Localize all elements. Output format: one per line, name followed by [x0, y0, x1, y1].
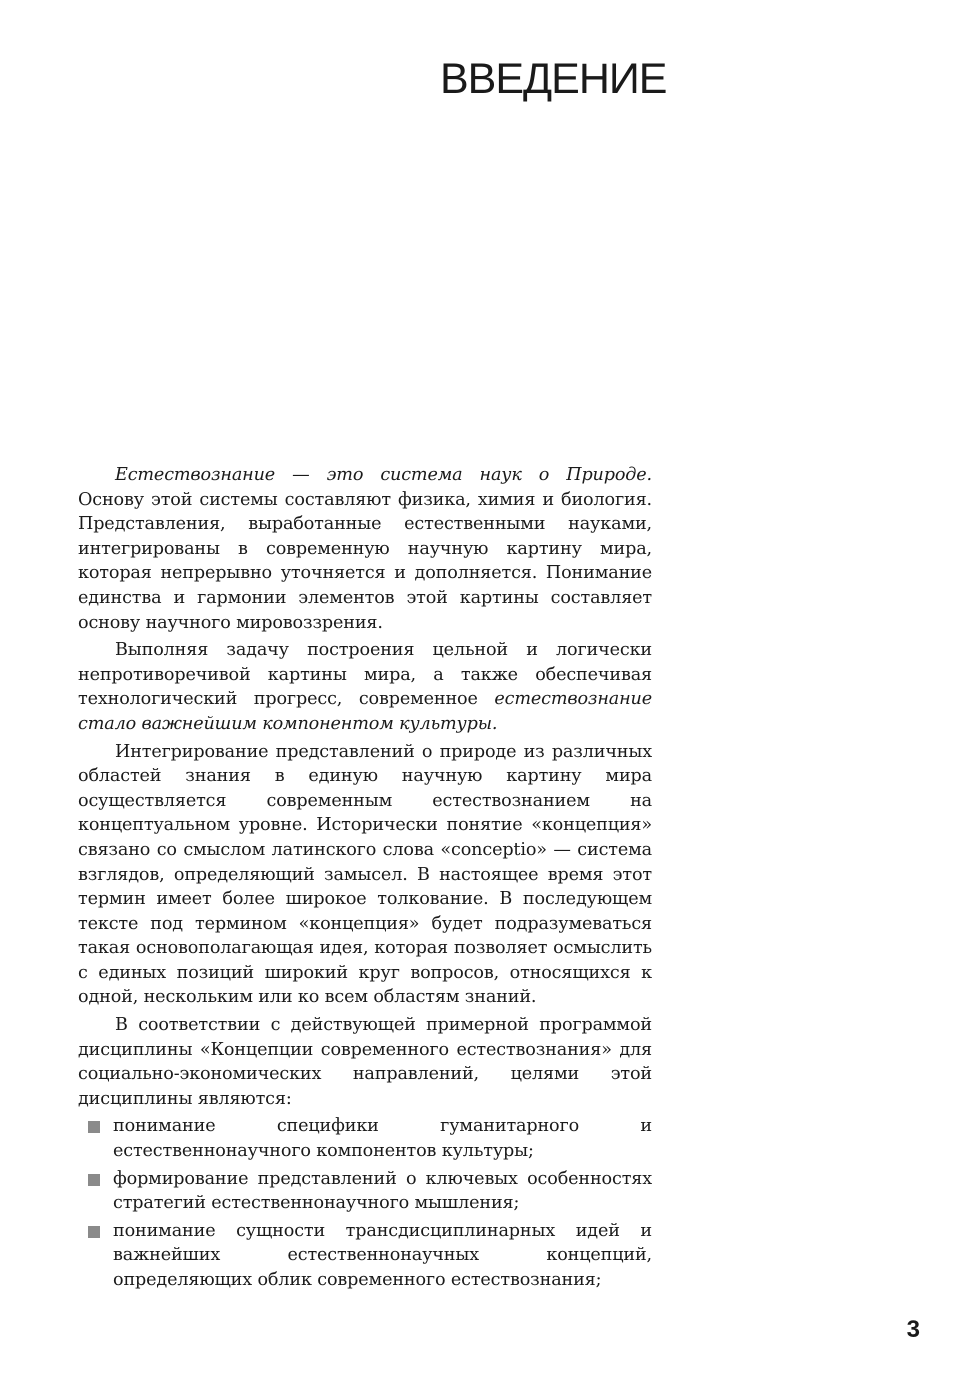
culture-text: Выполняя задачу построения цельной и логически непротиворечивой картины мира, а также обеспечивая технологический прогресс, современное — [78, 640, 652, 710]
list-item — [78, 1114, 652, 1163]
list-item-text: понимание специфики гуманитарного и естественнонаучного компонентов культуры; — [113, 1116, 652, 1162]
square-bullet-icon — [88, 1226, 100, 1238]
definition-italic: Естествознание — это система наук о Природе. — [115, 465, 652, 485]
square-bullet-icon — [88, 1174, 100, 1186]
definition-text: Основу этой системы составляют физика, химия и биология. Представления, выработанные естественными науками, интегрированы в современную научную картину мира, которая непрерывно уточняется и дополняется. Понимание единства и гармонии элементов этой картины составляет основу научного мировоззрения. — [78, 489, 652, 633]
paragraph-program — [78, 1013, 652, 1111]
body-text — [78, 463, 652, 1296]
culture-italic: естествознание стало важнейшим компонентом культуры. — [78, 689, 652, 734]
paragraph-definition — [78, 463, 652, 635]
square-bullet-icon — [88, 1121, 100, 1133]
list-item-text: понимание сущности трансдисциплинарных идей и важнейших естественнонаучных концепций, определяющих облик современного естествознания; — [113, 1220, 652, 1290]
page-number: 3 — [906, 1316, 920, 1343]
goals-list — [78, 1114, 652, 1292]
paragraph-culture — [78, 638, 652, 736]
program-text: В соответствии с действующей примерной программой дисциплины «Концепции современного естествознания» для социально-экономических направлений, целями этой дисциплины являются: — [78, 1015, 652, 1109]
list-item-text: формирование представлений о ключевых особенностях стратегий естественнонаучного мышления; — [113, 1168, 652, 1214]
list-item — [78, 1219, 652, 1293]
list-item — [78, 1167, 652, 1216]
concept-text: Интегрирование представлений о природе из различных областей знания в единую научную картину мира осуществляется современным естествознанием на концептуальном уровне. Исторически понятие «концепция» связано со смыслом латинского слова «conceptio» — система взглядов, определяющий замысел. В настоящее время этот термин имеет более широкое толкование. В последующем тексте под термином «концепция» будет подразумеваться такая основополагающая идея, которая позволяет осмыслить с единых позиций широкий круг вопросов, относящихся к одной, нескольким или ко всем областям знаний. — [78, 741, 652, 1008]
paragraph-concept — [78, 740, 652, 1011]
chapter-title: ВВЕДЕНИЕ — [440, 55, 667, 103]
